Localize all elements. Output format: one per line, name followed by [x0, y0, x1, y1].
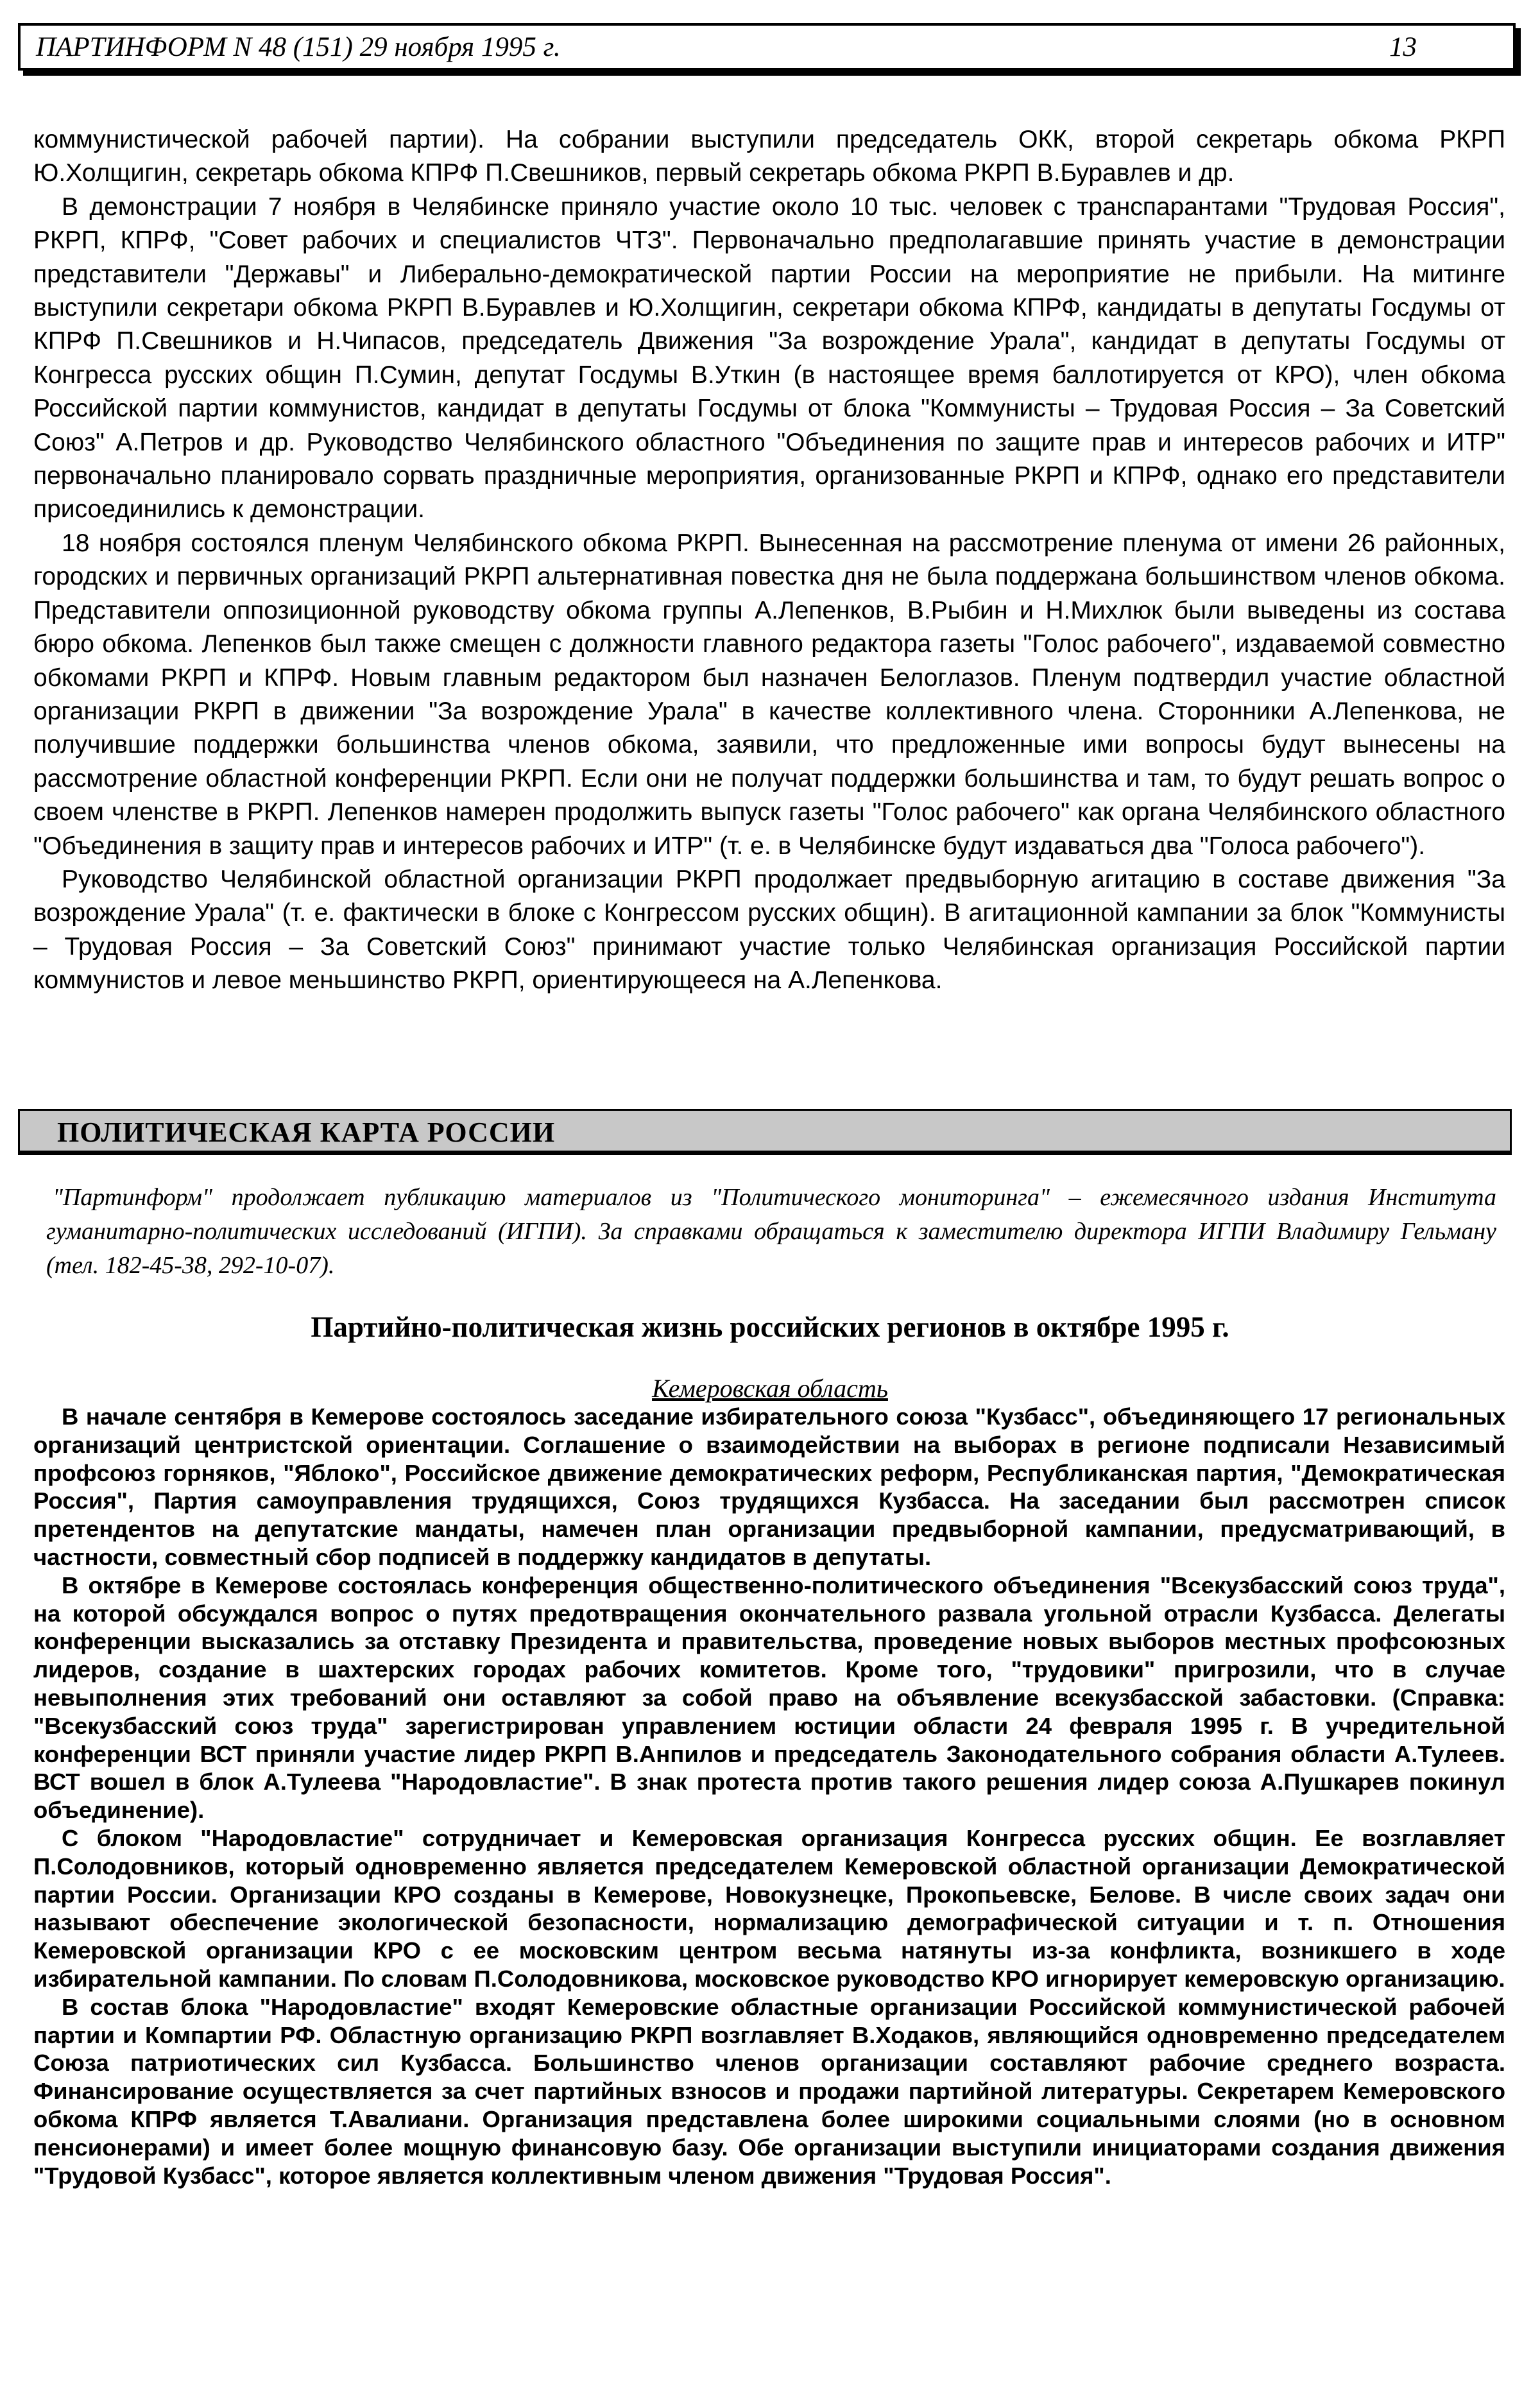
section-title: ПОЛИТИЧЕСКАЯ КАРТА РОССИИ: [57, 1117, 556, 1148]
report-paragraph: В состав блока "Народовластие" входят Кемеровские областные организации Российской коммунистической рабочей партии и Компартии РФ. Областную организацию РКРП возглавляет В.Ходаков, являющийся одновременно председателем Союза патриотических сил Кузбасса. Большинство членов организации составляют рабочие среднего возраста. Финансирование осуществляется за счет партийных взносов и продажи партийной литературы. Секретарем Кемеровского обкома КПРФ является Т.Авалиани. Организация представлена более широкими социальными слоями (но в основном пенсионерами) и имеет более мощную финансовую базу. Обе организации выступили инициаторами создания движения "Трудовой Кузбасс", которое является коллективным членом движения "Трудовая Россия".: [33, 1993, 1505, 2189]
report-paragraph: С блоком "Народовластие" сотрудничает и Кемеровская организация Конгресса русских общин. Ее возглавляет П.Солодовников, который одновременно является председателем Кемеровской областной организации Демократической партии России. Организации КРО созданы в Кемерове, Новокузнецке, Прокопьевске, Белове. В числе своих задач они называют обеспечение экологической безопасности, нормализацию демографической ситуации и т. п. Отношения Кемеровской организации КРО с ее московским центром весьма натянуты из-за конфликта, возникшего в ходе избирательной кампании. По словам П.Солодовникова, московское руководство КРО игнорирует кемеровскую организацию.: [33, 1824, 1505, 1992]
article-paragraph: Руководство Челябинской областной организации РКРП продолжает предвыборную агитацию в составе движения "За возрождение Урала" (т. е. фактически в блоке с Конгрессом русских общин). В агитационной кампании за блок "Коммунисты – Трудовая Россия – За Советский Союз" принимают участие только Челябинская организация Российской партии коммунистов и левое меньшинство РКРП, ориентирующееся на А.Лепенкова.: [33, 865, 1505, 995]
region-report: [33, 1403, 1505, 2189]
section-heading-bar: [18, 1109, 1512, 1152]
report-title: Партийно-политическая жизнь российских регионов в октябре 1995 г.: [311, 1311, 1229, 1343]
page-number: 13: [1389, 32, 1417, 62]
region-heading: Кемеровская область: [652, 1374, 888, 1403]
running-header: [18, 23, 1516, 71]
report-paragraph: В начале сентября в Кемерове состоялось заседание избирательного союза "Кузбасс", объединяющего 17 региональных организаций центристской ориентации. Соглашение о взаимодействии на выборах в регионе подписали Независимый профсоюз горняков, "Яблоко", Российское движение демократических реформ, Республиканская партия, "Демократическая Россия", Партия самоуправления трудящихся, Союз трудящихся Кузбасса. На заседании был рассмотрен список претендентов на депутатские мандаты, намечен план организации предвыборной кампании, предусматривающий, в частности, совместный сбор подписей в поддержку кандидатов в депутаты.: [33, 1403, 1505, 1570]
article-paragraph: 18 ноября состоялся пленум Челябинского обкома РКРП. Вынесенная на рассмотрение пленума от имени 26 районных, городских и первичных организаций РКРП альтернативная повестка дня не была поддержана большинством членов обкома. Представители оппозиционной руководству обкома группы А.Лепенков, В.Рыбин и Н.Михлюк были выведены из состава бюро обкома. Лепенков был также смещен с должности главного редактора газеты "Голос рабочего", издаваемой совместно обкомами РКРП и КПРФ. Новым главным редактором был назначен Белоглазов. Пленум подтвердил участие областной организации РКРП в движении "За возрождение Урала" в качестве коллективного члена. Сторонники А.Лепенкова, не получившие поддержки большинства членов обкома, заявили, что предложенные ими вопросы будут вынесены на рассмотрение областной конференции РКРП. Если они не получат поддержки большинства и там, то будут решать вопрос о своем членстве в РКРП. Лепенков намерен продолжить выпуск газеты "Голос рабочего" как органа Челябинского областного "Объединения в защиту прав и интересов рабочих и ИТР" (т. е. в Челябинске будут издаваться два "Голоса рабочего").: [33, 529, 1505, 860]
continued-article: [33, 123, 1505, 998]
article-paragraph: В демонстрации 7 ноября в Челябинске приняло участие около 10 тыс. человек с транспарантами "Трудовая Россия", РКРП, КПРФ, "Совет рабочих и специалистов ЧТЗ". Первоначально предполагавшие принять участие в демонстрации представители "Державы" и Либерально-демократической партии России на мероприятие не прибыли. На митинге выступили секретари обкома РКРП В.Буравлев и Ю.Холщигин, секретари обкома КПРФ, кандидаты в депутаты Госдумы от КПРФ П.Свешников и Н.Чипасов, председатель Движения "За возрождение Урала", кандидат в депутаты Госдумы от Конгресса русских общин П.Сумин, депутат Госдумы В.Уткин (в настоящее время баллотируется от КРО), член обкома Российской партии коммунистов, кандидат в депутаты Госдумы от блока "Коммунисты – Трудовая Россия – За Советский Союз" А.Петров и др. Руководство Челябинского областного "Объединения по защите прав и интересов рабочих и ИТР" первоначально планировало сорвать праздничные мероприятия, организованные РКРП и КПРФ, однако его представители присоединились к демонстрации.: [33, 193, 1505, 524]
report-paragraph: В октябре в Кемерове состоялась конференция общественно-политического объединения "Всекузбасский союз труда", на которой обсуждался вопрос о путях предотвращения окончательного развала угольной отрасли Кузбасса. Делегаты конференции высказались за отставку Президента и правительства, проведение новых выборов местных профсоюзных лидеров, создание в шахтерских городах рабочих комитетов. Кроме того, "трудовики" пригрозили, что в случае невыполнения этих требований они оставляют за собой право на объявление всекузбасской забастовки. (Справка: "Всекузбасский союз труда" зарегистрирован управлением юстиции области 24 февраля 1995 г. В учредительной конференции ВСТ приняли участие лидер РКРП В.Анпилов и председатель Законодательного собрания области А.Тулеев. ВСТ вошел в блок А.Тулеева "Народовластие". В знак протеста против такого решения лидер союза А.Пушкарев покинул объединение).: [33, 1572, 1505, 1824]
header-publication: ПАРТИНФОРМ N 48 (151) 29 ноября 1995 г.: [36, 32, 561, 62]
article-paragraph: коммунистической рабочей партии). На собрании выступили председатель ОКК, второй секретарь обкома РКРП Ю.Холщигин, секретарь обкома КПРФ П.Свешников, первый секретарь обкома РКРП В.Буравлев и др.: [33, 126, 1505, 187]
section-intro: "Партинформ" продолжает публикацию материалов из "Политического мониторинга" – ежемесячного издания Института гуманитарно-политических исследований (ИГПИ). За справками обращаться к заместителю директора ИГПИ Владимиру Гельману (тел. 182-45-38, 292-10-07).: [46, 1184, 1496, 1279]
